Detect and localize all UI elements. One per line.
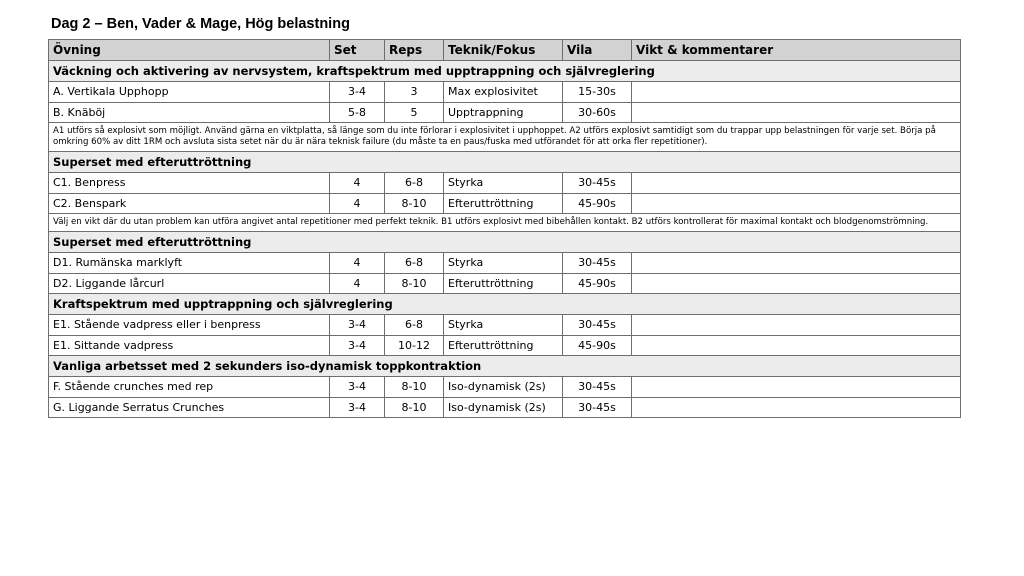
reps-cell: 8-10 bbox=[385, 397, 444, 418]
rest-cell: 30-45s bbox=[563, 173, 632, 194]
sets-cell: 3-4 bbox=[330, 335, 385, 356]
section-title: Väckning och aktivering av nervsystem, kraftspektrum med upptrappning och självreglering bbox=[49, 61, 961, 82]
reps-cell: 6-8 bbox=[385, 253, 444, 274]
table-row bbox=[49, 173, 961, 194]
sets-cell: 5-8 bbox=[330, 102, 385, 123]
exercise-cell: D1. Rumänska marklyft bbox=[49, 253, 330, 274]
exercise-cell: C2. Benspark bbox=[49, 193, 330, 214]
comment-cell bbox=[632, 193, 961, 214]
rest-cell: 30-45s bbox=[563, 315, 632, 336]
header-focus: Teknik/Fokus bbox=[444, 40, 563, 61]
section-header-row bbox=[49, 356, 961, 377]
exercise-cell: E1. Sittande vadpress bbox=[49, 335, 330, 356]
section-header-row bbox=[49, 232, 961, 253]
exercise-cell: C1. Benpress bbox=[49, 173, 330, 194]
comment-cell bbox=[632, 273, 961, 294]
focus-cell: Efteruttröttning bbox=[444, 335, 563, 356]
workout-table-body bbox=[49, 40, 961, 418]
comment-cell bbox=[632, 173, 961, 194]
section-header-row bbox=[49, 152, 961, 173]
sets-cell: 3-4 bbox=[330, 397, 385, 418]
exercise-cell: F. Stående crunches med rep bbox=[49, 377, 330, 398]
comment-cell bbox=[632, 397, 961, 418]
table-row bbox=[49, 253, 961, 274]
focus-cell: Efteruttröttning bbox=[444, 193, 563, 214]
table-row bbox=[49, 102, 961, 123]
rest-cell: 30-60s bbox=[563, 102, 632, 123]
comment-cell bbox=[632, 102, 961, 123]
table-row bbox=[49, 273, 961, 294]
sets-cell: 4 bbox=[330, 193, 385, 214]
rest-cell: 45-90s bbox=[563, 273, 632, 294]
sets-cell: 4 bbox=[330, 273, 385, 294]
table-row bbox=[49, 377, 961, 398]
focus-cell: Styrka bbox=[444, 315, 563, 336]
exercise-cell: E1. Stående vadpress eller i benpress bbox=[49, 315, 330, 336]
header-reps: Reps bbox=[385, 40, 444, 61]
rest-cell: 30-45s bbox=[563, 397, 632, 418]
sets-cell: 3-4 bbox=[330, 82, 385, 103]
section-title: Kraftspektrum med upptrappning och självreglering bbox=[49, 294, 961, 315]
table-row bbox=[49, 82, 961, 103]
reps-cell: 5 bbox=[385, 102, 444, 123]
focus-cell: Iso-dynamisk (2s) bbox=[444, 397, 563, 418]
table-header-row bbox=[49, 40, 961, 61]
reps-cell: 10-12 bbox=[385, 335, 444, 356]
reps-cell: 8-10 bbox=[385, 273, 444, 294]
focus-cell: Iso-dynamisk (2s) bbox=[444, 377, 563, 398]
focus-cell: Styrka bbox=[444, 253, 563, 274]
exercise-cell: G. Liggande Serratus Crunches bbox=[49, 397, 330, 418]
reps-cell: 6-8 bbox=[385, 173, 444, 194]
section-title: Superset med efteruttröttning bbox=[49, 152, 961, 173]
sets-cell: 4 bbox=[330, 173, 385, 194]
note-row bbox=[49, 214, 961, 232]
header-exercise: Övning bbox=[49, 40, 330, 61]
header-rest: Vila bbox=[563, 40, 632, 61]
table-row bbox=[49, 193, 961, 214]
section-title: Superset med efteruttröttning bbox=[49, 232, 961, 253]
reps-cell: 8-10 bbox=[385, 377, 444, 398]
exercise-cell: B. Knäböj bbox=[49, 102, 330, 123]
reps-cell: 8-10 bbox=[385, 193, 444, 214]
exercise-cell: A. Vertikala Upphopp bbox=[49, 82, 330, 103]
focus-cell: Styrka bbox=[444, 173, 563, 194]
reps-cell: 3 bbox=[385, 82, 444, 103]
workout-table bbox=[48, 39, 961, 418]
rest-cell: 30-45s bbox=[563, 377, 632, 398]
section-header-row bbox=[49, 294, 961, 315]
rest-cell: 15-30s bbox=[563, 82, 632, 103]
section-note: Välj en vikt där du utan problem kan utföra angivet antal repetitioner med perfekt teknik. B1 utförs explosivt med bibehållen kontakt. B2 utförs kontrollerat för maximal kontakt och blodgenomströmning. bbox=[49, 214, 961, 232]
note-row bbox=[49, 123, 961, 152]
header-sets: Set bbox=[330, 40, 385, 61]
focus-cell: Upptrappning bbox=[444, 102, 563, 123]
reps-cell: 6-8 bbox=[385, 315, 444, 336]
section-title: Vanliga arbetsset med 2 sekunders iso-dynamisk toppkontraktion bbox=[49, 356, 961, 377]
focus-cell: Efteruttröttning bbox=[444, 273, 563, 294]
rest-cell: 30-45s bbox=[563, 253, 632, 274]
comment-cell bbox=[632, 82, 961, 103]
header-comments: Vikt & kommentarer bbox=[632, 40, 961, 61]
sets-cell: 3-4 bbox=[330, 377, 385, 398]
sets-cell: 4 bbox=[330, 253, 385, 274]
rest-cell: 45-90s bbox=[563, 335, 632, 356]
comment-cell bbox=[632, 377, 961, 398]
exercise-cell: D2. Liggande lårcurl bbox=[49, 273, 330, 294]
comment-cell bbox=[632, 315, 961, 336]
comment-cell bbox=[632, 335, 961, 356]
table-row bbox=[49, 315, 961, 336]
section-header-row bbox=[49, 61, 961, 82]
focus-cell: Max explosivitet bbox=[444, 82, 563, 103]
table-row bbox=[49, 397, 961, 418]
rest-cell: 45-90s bbox=[563, 193, 632, 214]
comment-cell bbox=[632, 253, 961, 274]
page-title: Dag 2 – Ben, Vader & Mage, Hög belastning bbox=[51, 16, 350, 32]
table-row bbox=[49, 335, 961, 356]
sets-cell: 3-4 bbox=[330, 315, 385, 336]
section-note: A1 utförs så explosivt som möjligt. Använd gärna en viktplatta, så länge som du inte förlorar i explosivitet i upphoppet. A2 utförs explosivt samtidigt som du trappar upp belastningen för varje set. Börja på omkring 60% av ditt 1RM och avsluta sista setet när du är nära teknisk failure (du måste ta en paus/fuska med utförandet för att orka fler repetitioner). bbox=[49, 123, 961, 152]
